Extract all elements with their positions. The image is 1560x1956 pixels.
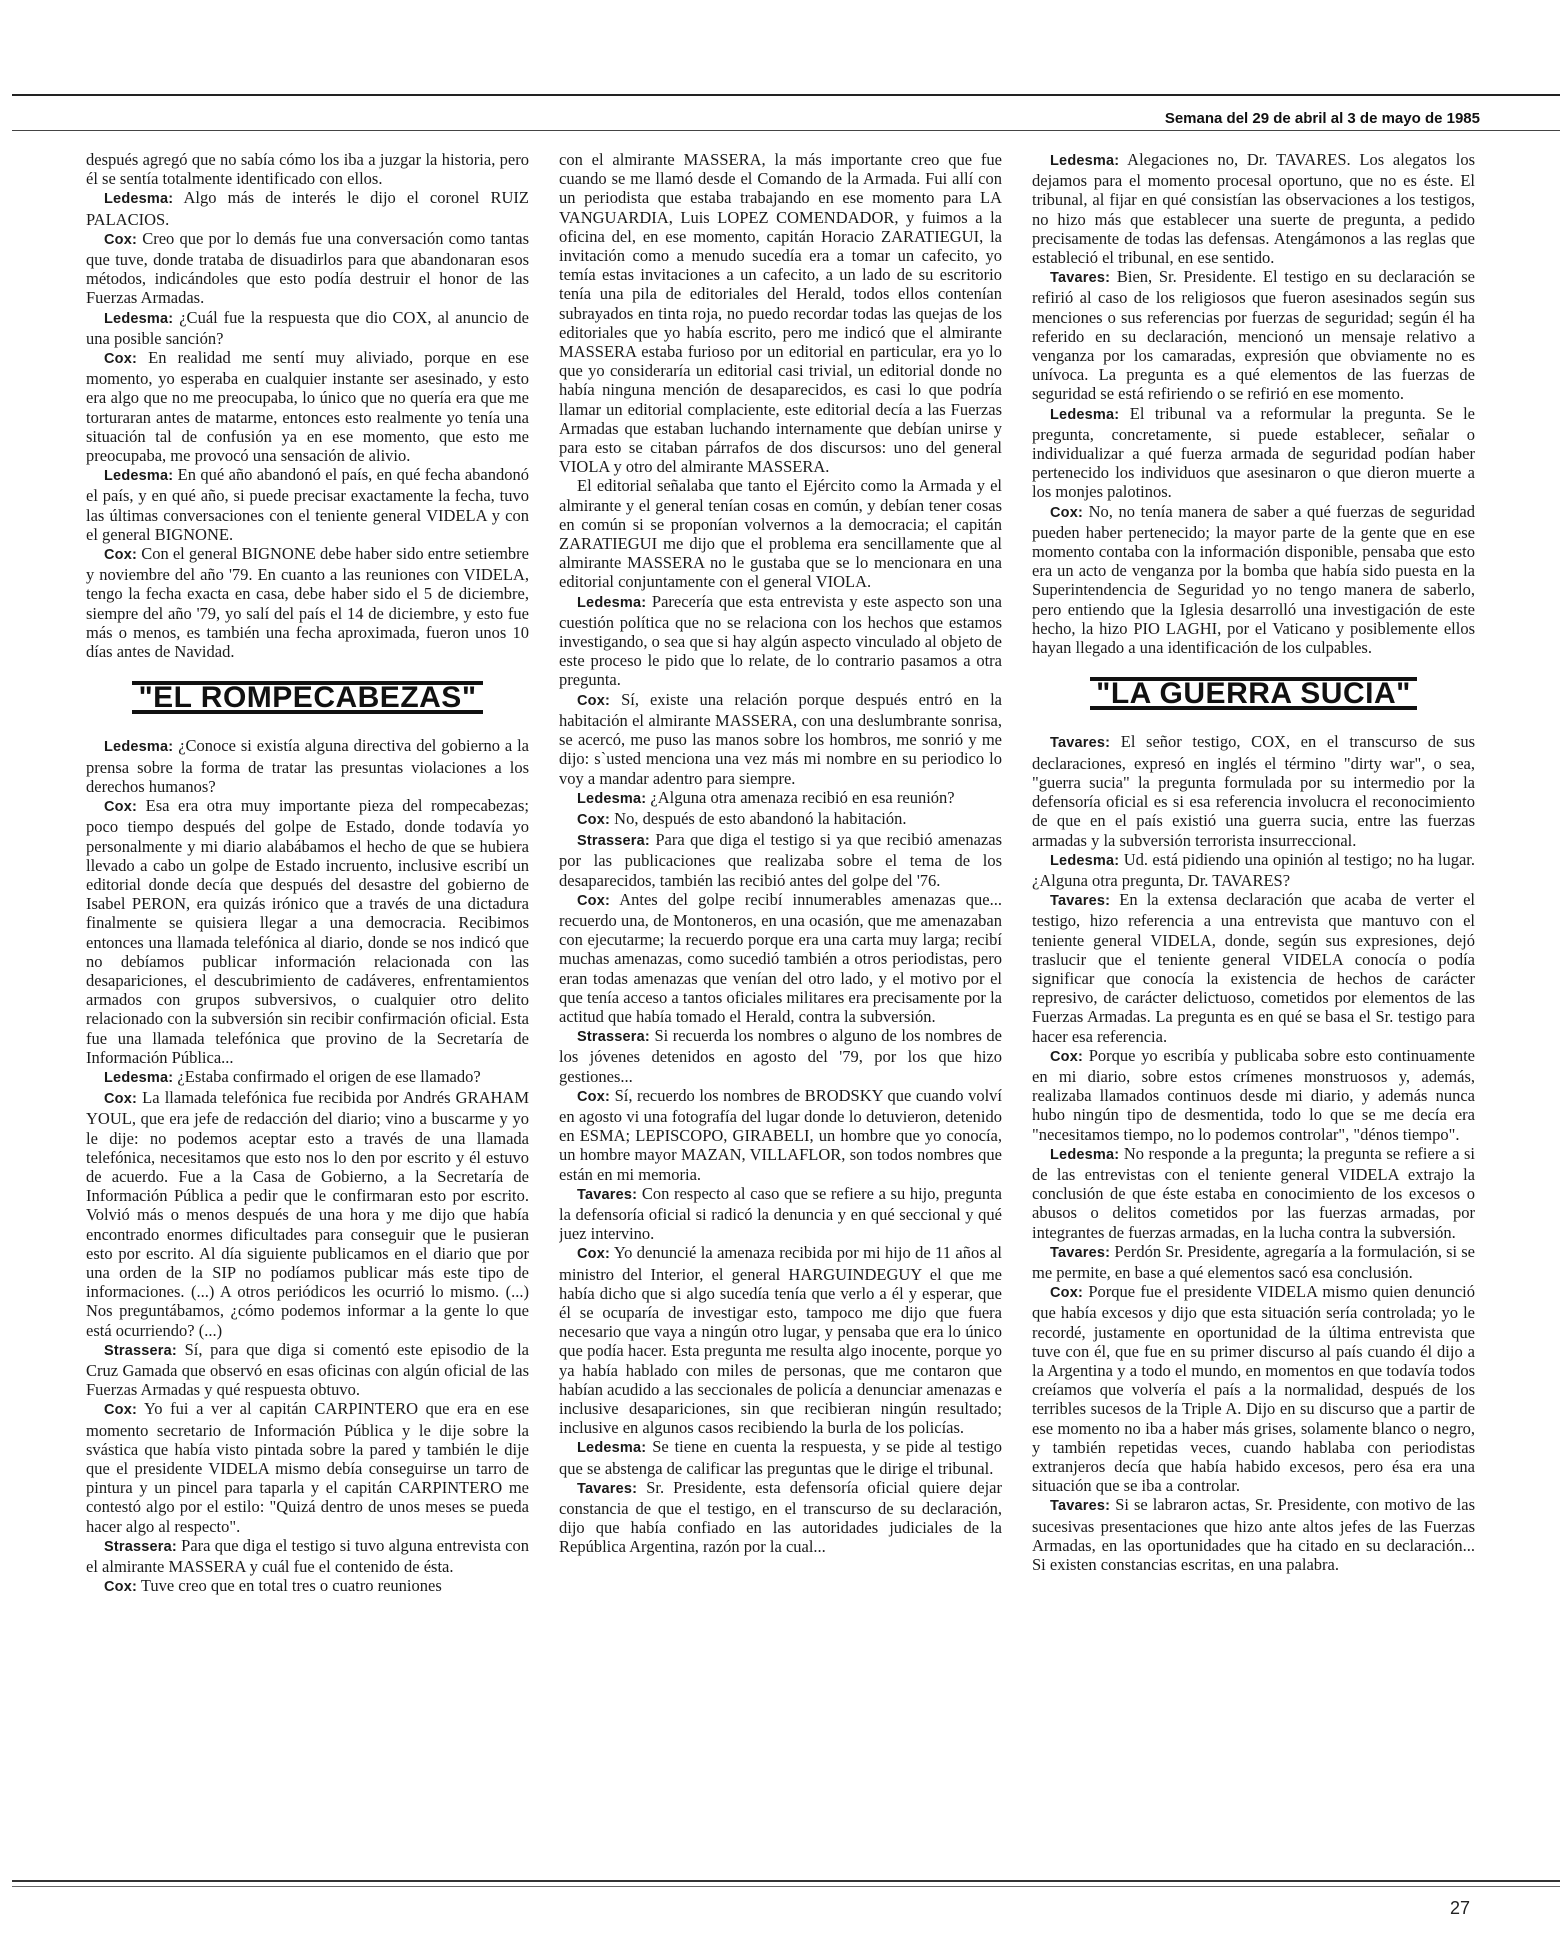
speaker-label: Cox:	[1050, 504, 1084, 521]
paragraph-text: Esa era otra muy importante pieza del rompecabezas; poco tiempo después del golpe de Estado, donde todavía yo personalmente y mi diario alabábamos el hecho de que se hubiera llevado a cabo un golpe de Estado incruento, inclusive escribí un editorial donde decía que después del desastre del gobierno de Isabel PERON, era quizás irónico que a través de una dictadura finalmente se quisiera llegar a una democracia. Recibimos entonces una llamada telefónica al diario, donde se nos indicó que no debíamos publicar información relacionada con las desapariciones, el descubrimiento de cadáveres, enfrentamientos armados con grupos subversivos, o cualquier otro delito relacionado con la subversión sin recibir confirmación oficial. Esta fue una llamada telefónica que provino de la Secretaría de Información Pública...	[86, 796, 529, 1067]
paragraph-text: No, después de esto abandonó la habitación.	[614, 808, 907, 828]
paragraph-text: Alegaciones no, Dr. TAVARES. Los alegatos los dejamos para el momento procesal oportuno, que no es éste. El tribunal, al fijar en qué consistían las observaciones a los testigos, no hizo más que establecer una suerte de pregunta, a pedido precisamente de todas las defensas. Atengámonos a las reglas que estableció el tribunal, en ese sentido.	[1032, 150, 1475, 268]
paragraph-text: Para que diga el testigo si ya que recibió amenazas por las publicaciones que realizaba sobre el tema de los desaparecidos, también las recibió antes del golpe del '76.	[559, 830, 1002, 890]
paragraph-text: Se tiene en cuenta la respuesta, y se pide al testigo que se abstenga de calificar las preguntas que le dirige el tribunal.	[559, 1437, 1002, 1478]
paragraph	[86, 1340, 529, 1400]
paragraph	[86, 1067, 529, 1088]
paragraph	[559, 1026, 1002, 1086]
speaker-label: Ledesma:	[577, 790, 647, 807]
speaker-label: Cox:	[104, 799, 138, 816]
paragraph	[559, 1184, 1002, 1244]
speaker-label: Ledesma:	[1050, 153, 1120, 169]
footer-rule	[12, 1880, 1560, 1882]
paragraph-text: Algo más de interés le dijo el coronel RUIZ PALACIOS.	[86, 188, 529, 229]
section-heading-text: "EL ROMPECABEZAS"	[132, 681, 482, 714]
paragraph-text: Sr. Presidente, esta defensoría oficial quiere dejar constancia de que el testigo, en el transcurso de su declaración, dijo que había confiado en las autoridades judiciales de la República Argentina, razón por la cual...	[559, 1477, 1002, 1557]
paragraph-text: Ud. está pidiendo una opinión al testigo; no ha lugar. ¿Alguna otra pregunta, Dr. TAVARES?	[1032, 849, 1475, 890]
paragraph-text: No, no tenía manera de saber a qué fuerzas de seguridad pueden haber pertenecido; la mayor parte de la gente que en ese momento contaba con la información disponible, pensaba que esto era un acto de venganza por la bomba que había sido puesta en la Superintendencia de Seguridad yo no tengo manera de saberlo, pero entiendo que la Iglesia desarrolló una investigación de este hecho, la hizo PIO LAGHI, por el Vaticano y posiblemente ellos hayan llegado a una identificación de los culpables.	[1032, 501, 1475, 658]
paragraph	[559, 690, 1002, 788]
paragraph	[86, 1399, 529, 1535]
paragraph	[559, 788, 1002, 809]
section-heading	[1032, 677, 1475, 710]
column-2	[559, 150, 1002, 1860]
paragraph	[1032, 1046, 1475, 1144]
header-rule	[12, 94, 1560, 96]
paragraph-text: Con el general BIGNONE debe haber sido entre setiembre y noviembre del año '79. En cuanto a las reuniones con VIDELA, tengo la fecha exacta en casa, debe haber sido el 5 de diciembre, siempre del año '79, yo salí del país el 14 de diciembre, y esto fue más o menos, es también una fecha aproximada, fueron unos 10 días antes de Navidad.	[86, 544, 529, 662]
speaker-label: Tavares:	[1050, 270, 1111, 287]
speaker-label: Ledesma:	[1050, 1146, 1120, 1163]
paragraph-text: Con respecto al caso que se refiere a su hijo, pregunta la defensoría oficial si radicó la denuncia y en qué seccional y qué juez intervino.	[559, 1183, 1002, 1244]
speaker-label: Ledesma:	[104, 310, 174, 327]
paragraph-text: Perdón Sr. Presidente, agregaría a la formulación, si se me permite, en base a qué elementos sacó esa conclusión.	[1032, 1241, 1475, 1282]
paragraph	[1032, 890, 1475, 1046]
paragraph	[86, 1576, 529, 1597]
speaker-label: Cox:	[104, 351, 138, 368]
paragraph	[1032, 1144, 1475, 1242]
speaker-label: Strassera:	[104, 1538, 177, 1555]
paragraph	[86, 796, 529, 1067]
speaker-label: Ledesma:	[577, 1440, 647, 1457]
paragraph	[1032, 732, 1475, 849]
paragraph	[86, 308, 529, 348]
paragraph-text: Yo fui a ver al capitán CARPINTERO que era en ese momento secretario de Información Pública y le dije sobre la svástica que había visto pintada sobre la pared y también le dije que el presidente VIDELA mismo debía conseguirse un tarro de pintura y un pincel para taparla y el capitán CARPINTERO me contestó algo por el estilo: "Quizá dentro de unos meses se pueda hacer algo al respecto".	[86, 1399, 529, 1536]
speaker-label: Ledesma:	[104, 1069, 174, 1086]
paragraph-text: Si se labraron actas, Sr. Presidente, con motivo de las sucesivas presentaciones que hizo ante altos jefes de las Fuerzas Armadas, en las oportunidades que ha citado en su declaración... Si existen constancias escritas, en una palabra.	[1032, 1495, 1475, 1575]
speaker-label: Ledesma:	[104, 468, 174, 485]
speaker-label: Ledesma:	[104, 739, 174, 756]
speaker-label: Tavares:	[577, 1480, 638, 1497]
paragraph	[559, 150, 1002, 476]
paragraph-text: Creo que por lo demás fue una conversación como tantas que tuve, donde trataba de disuadirlos para que abandonaran esos métodos, indicándoles que esto podía destruir el honor de las Fuerzas Armadas.	[86, 228, 529, 308]
paragraph	[86, 544, 529, 661]
paragraph-text: Tuve creo que en total tres o cuatro reuniones	[140, 1576, 442, 1596]
speaker-label: Ledesma:	[1050, 852, 1120, 869]
speaker-label: Cox:	[104, 231, 138, 248]
paragraph-text: En qué año abandonó el país, en qué fecha abandonó el país, y en qué año, si puede precisar exactamente la fecha, tuvo las últimas conversaciones con el teniente general VIDELA y con el general BIGNONE.	[86, 465, 529, 544]
paragraph-text: ¿Alguna otra amenaza recibió en esa reunión?	[650, 787, 955, 807]
speaker-label: Cox:	[104, 547, 138, 564]
speaker-label: Strassera:	[577, 1029, 650, 1046]
section-heading-text: "LA GUERRA SUCIA"	[1090, 677, 1417, 710]
speaker-label: Cox:	[577, 692, 611, 709]
paragraph	[559, 1478, 1002, 1557]
speaker-label: Cox:	[577, 1088, 611, 1105]
paragraph	[86, 150, 529, 188]
paragraph	[1032, 150, 1475, 267]
paragraph	[1032, 1282, 1475, 1495]
paragraph	[559, 809, 1002, 830]
paragraph	[86, 1088, 529, 1340]
paragraph-text: El tribunal va a reformular la pregunta. Se le pregunta, concretamente, si puede establecer, señalar o individualizar a qué fuerza armada de seguridad podían haber pertenecido los individuos que asesinaron o que dieron muerte a los monjes palotinos.	[1032, 403, 1475, 502]
article-columns	[86, 150, 1476, 1860]
paragraph-text: El editorial señalaba que tanto el Ejército como la Armada y el almirante y el general tenían cosas en común, y debían tener cosas en común si se proponían volvernos a la democracia; el capitán ZARATIEGUI me dijo que el problema era sencillamente que al almirante MASSERA no le gustaba que se lo mencionara en una editorial conjuntamente con el general VIOLA.	[559, 476, 1002, 592]
paragraph-text: Sí, para que diga si comentó este episodio de la Cruz Gamada que observó en esas oficinas con algún oficial de las Fuerzas Armadas y qué respuesta obtuvo.	[86, 1339, 529, 1400]
paragraph-text: Porque fue el presidente VIDELA mismo quien denunció que había excesos y dijo que esta situación sería controlada; yo le recordé, justamente en oportunidad de la última entrevista que tuve con él, que fue en su primer discurso al país cuando él dijo a la Argentina y a todo el mundo, en momentos en que todavía todos creíamos que volvería el país a la normalidad, después de los terribles sucesos de la Triple A. Dijo en su discurso que a partir de ese momento no iba a haber más grises, solamente blanco o negro, y también repetidas veces, cuando hablaba con periodistas extranjeros decía que había habido excesos, pero ésa era una situación que se iba a controlar.	[1032, 1282, 1475, 1496]
paragraph-text: Antes del golpe recibí innumerables amenazas que... recuerdo una, de Montoneros, en una ocasión, que me amenazaban con ejecutarme; la recuerdo porque era una carta muy larga; recibí muchas amenazas, como sucedió también a otros periodistas, pero eran todas amenazas que venían del otro lado, y el motivo por el que tenía acceso a tantos oficiales militares era precisamente por la actitud que había tomado el Herald, contra la subversión.	[559, 889, 1002, 1026]
paragraph-text: después agregó que no sabía cómo los iba a juzgar la historia, pero él se sentía totalmente identificado con ellos.	[86, 150, 529, 189]
speaker-label: Tavares:	[1050, 735, 1111, 752]
header-subrule	[12, 130, 1560, 131]
speaker-label: Tavares:	[577, 1186, 638, 1203]
paragraph-text: La llamada telefónica fue recibida por Andrés GRAHAM YOUL, que era jefe de redacción del diario; vino a buscarme y yo le dije: no podemos aceptar esto a través de una llamada telefónica, necesitamos que esto nos lo den por escrito y él estuvo de acuerdo. Fue a la Casa de Gobierno, a la Secretaría de Información Pública a pedir que le confirmaran esto por escrito. Volvió más o menos después de una hora y me dijo que había encontrado enormes dificultades para conseguir que le pusieran esto por escrito. Al día siguiente publicamos en el diario que por una orden de la SIP no podíamos publicar más este tipo de informaciones. (...) A otros periódicos les ocurrió lo mismo. (...) Nos preguntábamos, ¿cómo podemos informar a la gente lo que está ocurriendo? (...)	[86, 1088, 529, 1340]
paragraph	[559, 1243, 1002, 1437]
paragraph-text: Parecería que esta entrevista y este aspecto son una cuestión política que no se relaciona con los hechos que estamos investigando, o sea que si hay algún aspecto vinculado al objeto de este proceso le pido que lo relate, de lo contrario pasamos a otra pregunta.	[559, 591, 1002, 690]
column-3	[1032, 150, 1475, 1860]
speaker-label: Ledesma:	[1050, 406, 1120, 423]
speaker-label: Cox:	[577, 892, 611, 909]
footer-subrule	[12, 1886, 1560, 1887]
speaker-label: Ledesma:	[104, 191, 174, 208]
speaker-label: Cox:	[1050, 1048, 1084, 1065]
paragraph	[86, 348, 529, 465]
speaker-label: Tavares:	[1050, 893, 1111, 910]
speaker-label: Ledesma:	[577, 594, 647, 611]
paragraph-text: Porque yo escribía y publicaba sobre esto continuamente en mi diario, sobre estos crímenes monstruosos y, además, realizaba llamados continuos desde mi diario, y además nunca hubo ningún tipo de desmentida, todo lo que se me decía era "necesitamos tiempo, no lo podemos controlar", "dénos tiempo".	[1032, 1045, 1475, 1144]
paragraph	[1032, 1242, 1475, 1282]
speaker-label: Strassera:	[104, 1342, 177, 1359]
column-1	[86, 150, 529, 1860]
paragraph-text: ¿Cuál fue la respuesta que dio COX, al anuncio de una posible sanción?	[86, 307, 529, 348]
paragraph-text: con el almirante MASSERA, la más importante creo que fue cuando se me llamó desde el Comando de la Armada. Fui allí con un periodista que estaba trabajando en ese momento para LA VANGUARDIA, Luis LOPEZ COMENDADOR, y fuimos a la oficina del, en ese momento, capitán Horacio ZARATIEGUI, la invitación como a menudo sucedía era a tomar un cafecito, yo temía estas invitaciones a un cafecito, a un lado de su escritorio tenía una pila de editoriales del Herald, todos ellos contenían subrayados en tinta roja, no puedo recordar todas las quejas de los editoriales que yo había escrito, pero me indicó que el almirante MASSERA estaba furioso por un editorial en particular, era yo lo que yo consideraría un editorial casi trivial, un editorial donde no había ninguna mención de desaparecidos, es casi lo que podría llamar un editorial complaciente, este editorial decía a las Fuerzas Armadas que estaban luchando internamente que debían unirse y para esto se citaban párrafos de dos discursos: uno del general VIOLA y otro del almirante MASSERA.	[559, 150, 1002, 477]
paragraph	[559, 476, 1002, 591]
paragraph-text: En realidad me sentí muy aliviado, porque en ese momento, yo esperaba en cualquier instante ser asesinado, y esto era algo que no me preocupaba, lo único que no quería era que me torturaran antes de matarme, entonces esto realmente yo tenía una situación tal de confusión ya en ese momento, que esto me preocupaba, me provocó una sensación de alivio.	[86, 348, 529, 466]
speaker-label: Strassera:	[577, 833, 650, 850]
paragraph-text: Para que diga el testigo si tuvo alguna entrevista con el almirante MASSERA y cuál fue el contenido de ésta.	[86, 1535, 529, 1577]
issue-dateline: Semana del 29 de abril al 3 de mayo de 1985	[1164, 110, 1480, 127]
speaker-label: Cox:	[1050, 1285, 1084, 1302]
paragraph-text: No responde a la pregunta; la pregunta se refiere a si de las entrevistas con el teniente general VIDELA extrajo la conclusión de que éste estaba en conocimiento de los excesos o abusos o delitos cometidos por las fuerzas armadas, por integrantes de fuerzas armadas, en la lucha contra la subversión.	[1032, 1143, 1475, 1242]
paragraph	[86, 465, 529, 544]
paragraph	[559, 890, 1002, 1026]
paragraph	[559, 592, 1002, 690]
paragraph-text: Si recuerda los nombres o alguno de los nombres de los jóvenes detenidos en agosto del '79, por los que hizo gestiones...	[559, 1026, 1002, 1086]
paragraph-text: ¿Estaba confirmado el origen de ese llamado?	[177, 1066, 481, 1086]
paragraph	[86, 1536, 529, 1576]
speaker-label: Tavares:	[1050, 1244, 1111, 1261]
paragraph	[1032, 267, 1475, 403]
paragraph	[86, 736, 529, 796]
paragraph	[1032, 502, 1475, 658]
speaker-label: Tavares:	[1050, 1498, 1111, 1515]
speaker-label: Cox:	[104, 1091, 138, 1108]
paragraph	[1032, 404, 1475, 502]
paragraph-text: Sí, existe una relación porque después entró en la habitación el almirante MASSERA, con una deslumbrante sonrisa, se acercó, me puso las manos sobre los hombros, me sonrió y me dijo: s`usted menciona una vez más mi nombre en su periodico lo voy a mandar adentro para siempre.	[559, 689, 1002, 788]
paragraph	[86, 188, 529, 228]
paragraph-text: ¿Conoce si existía alguna directiva del gobierno a la prensa sobre la forma de tratar las presuntas violaciones a los derechos humanos?	[86, 736, 529, 796]
paragraph	[559, 1437, 1002, 1477]
speaker-label: Cox:	[577, 1246, 611, 1263]
speaker-label: Cox:	[577, 811, 611, 828]
paragraph-text: En la extensa declaración que acaba de verter el testigo, hizo referencia a una entrevista que mantuvo con el teniente general VIDELA, donde, según sus expresiones, dejó traslucir que el teniente general VIDELA conocía o podía significar que conocía la existencia de hechos de carácter represivo, de carácter delictuoso, cometidos por elementos de las Fuerzas Armadas. La pregunta es en qué se basa el Sr. testigo para hacer esa referencia.	[1032, 890, 1475, 1046]
paragraph	[559, 830, 1002, 890]
paragraph	[1032, 1495, 1475, 1574]
speaker-label: Cox:	[104, 1402, 138, 1419]
paragraph	[86, 229, 529, 308]
paragraph-text: Yo denuncié la amenaza recibida por mi hijo de 11 años al ministro del Interior, el general HARGUINDEGUY el que me había dicho que si algo sucedía tenía que verlo a él y esperar, que él se ocuparía de investigar esto, tampoco me dijo que fuera necesario que vaya a ningún otro lugar, y pensaba que era lo único que podía hacer. Esta pregunta me resulta algo inocente, porque yo ya había hablado con miles de personas, que me contaron que habían acudido a las seccionales de policía a denunciar amenazas e inclusive desapariciones, sin que recibieran ningún resultado; inclusive en algunos casos recibiendo la burla de los policías.	[559, 1243, 1002, 1438]
paragraph-text: Bien, Sr. Presidente. El testigo en su declaración se refirió al caso de los religiosos que fueron asesinados según sus menciones o sus referencias por fuerzas de seguridad; según él ha referido en su declaración, mencionó un mensaje relativo a venganza por los camaradas, expresión que obviamente no es unívoca. La pregunta es a qué elementos de las fuerzas de seguridad se está refiriendo o se refirió en ese momento.	[1032, 267, 1475, 404]
paragraph-text: Sí, recuerdo los nombres de BRODSKY que cuando volví en agosto vi una fotografía del lugar donde lo detuvieron, detenido en ESMA; LEPISCOPO, GIRABELI, un hombre que yo conocía, un hombre mayor MAZAN, VILLAFLOR, son todos nombres que están en mi memoria.	[559, 1085, 1002, 1184]
paragraph-text: El señor testigo, COX, en el transcurso de sus declaraciones, expresó en inglés el término "dirty war", o sea, "guerra sucia" la pregunta formulada por su intermedio por la defensoría oficial es si esa referencia involucra el reconocimiento de que en el país existió una guerra sucia, entre las fuerzas armadas y la subversión terrorista insurreccional.	[1032, 732, 1475, 850]
section-heading	[86, 681, 529, 714]
paragraph	[559, 1086, 1002, 1184]
paragraph	[1032, 850, 1475, 890]
speaker-label: Cox:	[104, 1579, 138, 1596]
page-number: 27	[1449, 1898, 1470, 1918]
